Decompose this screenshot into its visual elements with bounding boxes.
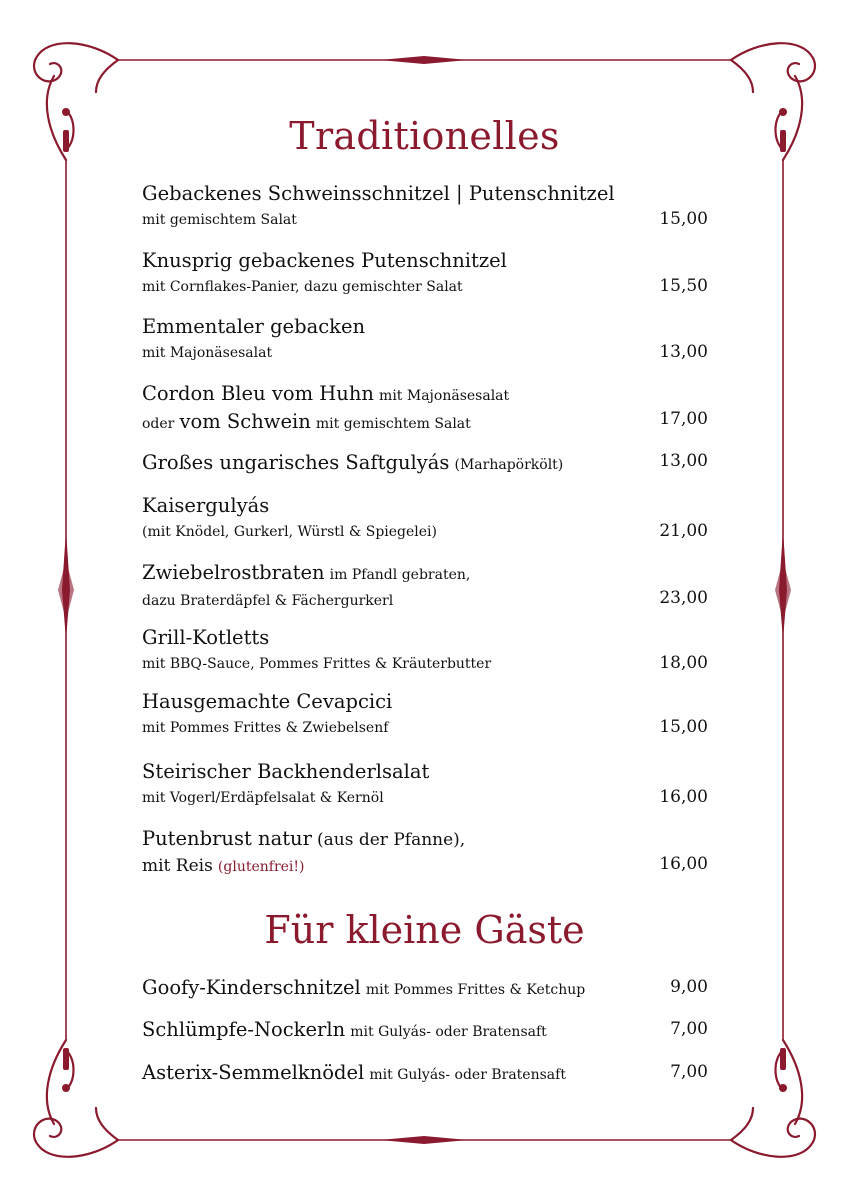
menu-item xyxy=(142,826,708,880)
dish-name: Cordon Bleu vom Huhn xyxy=(142,382,374,405)
dish-price: 18,00 xyxy=(659,653,708,673)
dish-description: (aus der Pfanne), xyxy=(317,830,466,850)
dish-description: mit gemischtem Salat xyxy=(142,212,297,228)
dish-description: (mit Knödel, Gurkerl, Würstl & Spiegelei) xyxy=(142,524,437,540)
menu-item xyxy=(142,450,708,478)
menu-item xyxy=(142,759,708,811)
gluten-free-note: (glutenfrei!) xyxy=(217,859,305,875)
dish-price: 9,00 xyxy=(670,977,708,997)
dish-description: (Marhapörkölt) xyxy=(454,457,564,473)
dish-description: mit Pommes Frittes & Ketchup xyxy=(365,982,586,998)
dish-name: Putenbrust natur xyxy=(142,827,312,850)
menu-item xyxy=(142,689,708,741)
dish-price: 17,00 xyxy=(659,409,708,429)
dish-connector: oder xyxy=(142,416,175,432)
dish-description: mit Gulyás- oder Bratensaft xyxy=(369,1067,566,1083)
dish-name: Zwiebelrostbraten xyxy=(142,561,325,584)
dish-price: 7,00 xyxy=(670,1062,708,1082)
dish-description: mit BBQ-Sauce, Pommes Frittes & Kräuterbutter xyxy=(142,656,492,672)
dish-description: im Pfandl gebraten, xyxy=(329,567,471,583)
dish-description: mit Pommes Frittes & Zwiebelsenf xyxy=(142,720,389,736)
dish-name: Gebackenes Schweinsschnitzel | Putenschnitzel xyxy=(142,182,615,205)
dish-name: Hausgemachte Cevapcici xyxy=(142,690,393,713)
dish-name: Emmentaler gebacken xyxy=(142,315,366,338)
dish-name: Schlümpfe-Nockerln xyxy=(142,1018,346,1041)
dish-price: 15,00 xyxy=(659,717,708,737)
dish-description: mit Cornflakes-Panier, dazu gemischter Salat xyxy=(142,279,463,295)
dish-price: 15,00 xyxy=(659,209,708,229)
menu-item xyxy=(142,381,708,437)
dish-name: Grill-Kotletts xyxy=(142,626,270,649)
menu-item xyxy=(142,493,708,545)
dish-name: Kaisergulyás xyxy=(142,494,270,517)
dish-price: 15,50 xyxy=(659,276,708,296)
dish-name: Goofy-Kinderschnitzel xyxy=(142,976,361,999)
dish-description: mit gemischtem Salat xyxy=(315,416,471,432)
menu-item xyxy=(142,560,708,614)
dish-description: mit Majonäsesalat xyxy=(142,345,273,361)
section-title-kinder: Für kleine Gäste xyxy=(264,908,585,952)
dish-price: 23,00 xyxy=(659,588,708,608)
dish-name: Großes ungarisches Saftgulyás xyxy=(142,451,450,474)
dish-price: 13,00 xyxy=(659,342,708,362)
dish-name: Knusprig gebackenes Putenschnitzel xyxy=(142,249,507,272)
menu-item xyxy=(142,975,708,1003)
dish-name: Asterix-Semmelknödel xyxy=(142,1061,365,1084)
menu-item xyxy=(142,625,708,677)
menu-item xyxy=(142,181,708,233)
dish-description: mit Majonäsesalat xyxy=(379,388,510,404)
dish-price: 7,00 xyxy=(670,1019,708,1039)
dish-description: mit Vogerl/Erdäpfelsalat & Kernöl xyxy=(142,790,384,806)
menu-item xyxy=(142,248,708,300)
dish-name: vom Schwein xyxy=(179,410,311,433)
dish-price: 13,00 xyxy=(659,451,708,471)
dish-price: 16,00 xyxy=(659,854,708,874)
dish-description: dazu Braterdäpfel & Fächergurkerl xyxy=(142,593,394,609)
dish-price: 16,00 xyxy=(659,787,708,807)
menu-item xyxy=(142,1060,708,1088)
dish-price: 21,00 xyxy=(659,521,708,541)
section-title-traditionelles: Traditionelles xyxy=(289,114,560,158)
dish-name: Steirischer Backhenderlsalat xyxy=(142,760,430,783)
dish-side: mit Reis xyxy=(142,856,213,876)
dish-description: mit Gulyás- oder Bratensaft xyxy=(350,1024,547,1040)
menu-item xyxy=(142,1017,708,1045)
menu-item xyxy=(142,314,708,366)
